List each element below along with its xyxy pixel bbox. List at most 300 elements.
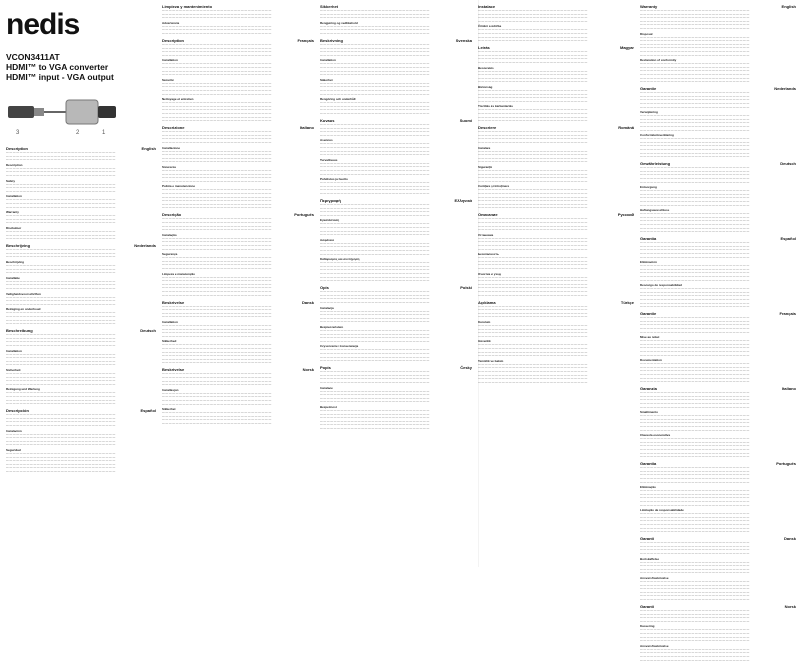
text-line: — — — — — — — — — — — — — — — — — — — — — — — — — — — — — — — — xyxy=(320,73,430,77)
text-line: — — — — — — — — — — — — — — — — — — — — — — — — — — — — — — — — xyxy=(162,334,272,338)
text-line: — — — — — — — — — — — — — — — — — — — — — — — — — — — — — — — — xyxy=(6,356,116,360)
language-label: Français xyxy=(297,38,314,44)
text-line: — — — — — — — — — — — — — — — — — — — — — — — — — — — — — — — — xyxy=(640,526,750,530)
text-line: — — — — — — — — — — — — — — — — — — — — — — — — — — — — — — — — xyxy=(640,362,750,366)
text-line: — — — — — — — — — — — — — — — — — — — — — — — — — — — — — — — — xyxy=(6,336,116,340)
text-line: — — — — — — — — — — — — — — — — — — — — — — — — — — — — — — — — xyxy=(640,342,750,346)
text-line: — — — — — — — — — — — — — — — — — — — — — — — — — — — — — — — — xyxy=(640,421,750,425)
subsection-heading: Bortskaffelse xyxy=(640,556,660,561)
text-line: — — — — — — — — — — — — — — — — — — — — — — — — — — — — — — — — xyxy=(6,263,116,267)
subsection-heading: Description xyxy=(6,162,23,167)
text-line: — — — — — — — — — — — — — — — — — — — — — — — — — — — — — — — — xyxy=(640,215,750,219)
text-line: — — — — — — — — — — — — — — — — — — — — — — — — — — — — — — — — xyxy=(478,160,588,164)
text-line: — — — — — — — — — — — — — — — — — — — — — — — — — — — — — — — — xyxy=(6,214,116,218)
text-line: — — — — — — — — — — — — — — — — — — — — — — — — — — — — — — — — xyxy=(640,492,750,496)
subsection-heading: Eliminación xyxy=(640,260,657,265)
text-line: — — — — — — — — — — — — — — — — — — — — — — — — — — — — — — — — xyxy=(162,28,272,32)
language-label: Português xyxy=(294,212,314,218)
text-line: — — — — — — — — — — — — — — — — — — — — — — — — — — — — — — — — xyxy=(640,519,750,523)
text-line: — — — — — — — — — — — — — — — — — — — — — — — — — — — — — — — — xyxy=(162,311,272,315)
text-line: — — — — — — — — — — — — — — — — — — — — — — — — — — — — — — — — xyxy=(162,89,272,92)
language-section xyxy=(6,243,156,326)
language-label: Italiano xyxy=(781,386,796,392)
text-line: — — — — — — — — — — — — — — — — — — — — — — — — — — — — — — — — xyxy=(162,73,272,77)
language-label: Dansk xyxy=(783,536,796,542)
subsection-heading: Instalação xyxy=(162,232,177,237)
text-line: — — — — — — — — — — — — — — — — — — — — — — — — — — — — — — — — xyxy=(478,266,588,270)
text-line: — — — — — — — — — — — — — — — — — — — — — — — — — — — — — — — — xyxy=(478,39,588,43)
text-line: — — — — — — — — — — — — — — — — — — — — — — — — — — — — — — — — xyxy=(320,409,430,412)
text-line: — — — — — — — — — — — — — — — — — — — — — — — — — — — — — — — — xyxy=(320,249,430,252)
text-line: — — — — — — — — — — — — — — — — — — — — — — — — — — — — — — — — xyxy=(640,12,750,16)
model-number: VCON3411AT xyxy=(6,52,60,62)
text-line: — — — — — — — — — — — — — — — — — — — — — — — — — — — — — — — — xyxy=(640,437,750,441)
subsection-heading: Sécurité xyxy=(162,77,174,82)
subsection-heading: Čištění a údržba xyxy=(478,24,502,29)
text-line: — — — — — — — — — — — — — — — — — — — — — — — — — — — — — — — — xyxy=(320,336,430,340)
text-line: — — — — — — — — — — — — — — — — — — — — — — — — — — — — — — — — xyxy=(162,202,272,206)
text-line: — — — — — — — — — — — — — — — — — — — — — — — — — — — — — — — — xyxy=(478,12,588,16)
text-line: — — — — — — — — — — — — — — — — — — — — — — — — — — — — — — — — xyxy=(162,372,272,376)
text-line: — — — — — — — — — — — — — — — — — — — — — — — — — — — — — — — — xyxy=(640,594,750,598)
text-line: — — — — — — — — — — — — — — — — — — — — — — — — — — — — — — — — xyxy=(162,69,272,73)
subsection-heading: Ασφάλεια xyxy=(320,237,334,242)
subsection-heading: Limitação de responsabilidade xyxy=(640,508,684,513)
language-section xyxy=(640,604,796,662)
subsection-heading: Εγκατάσταση xyxy=(320,218,340,223)
text-line: — — — — — — — — — — — — — — — — — — — — — — — — — — — — — — — — xyxy=(478,92,588,96)
text-line: — — — — — — — — — — — — — — — — — — — — — — — — — — — — — — — — xyxy=(640,512,750,516)
section-title: Beskrivelse xyxy=(162,299,185,305)
subsection-heading: Безопасность xyxy=(478,252,499,257)
text-line: — — — — — — — — — — — — — — — — — — — — — — — — — — — — — — — — xyxy=(6,402,116,406)
language-label: Português xyxy=(776,461,796,467)
text-line: — — — — — — — — — — — — — — — — — — — — — — — — — — — — — — — — xyxy=(640,515,750,519)
text-line: — — — — — — — — — — — — — — — — — — — — — — — — — — — — — — — — xyxy=(320,210,430,214)
converter-illustration xyxy=(6,88,124,142)
text-line: — — — — — — — — — — — — — — — — — — — — — — — — — — — — — — — — xyxy=(478,133,588,137)
text-line: — — — — — — — — — — — — — — — — — — — — — — — — — — — — — — — — xyxy=(478,354,588,358)
text-line: — — — — — — — — — — — — — — — — — — — — — — — — — — — — — — — — xyxy=(162,421,272,425)
text-line: — — — — — — — — — — — — — — — — — — — — — — — — — — — — — — — — xyxy=(320,332,430,336)
text-line: — — — — — — — — — — — — — — — — — — — — — — — — — — — — — — — — xyxy=(640,19,750,23)
text-line: — — — — — — — — — — — — — — — — — — — — — — — — — — — — — — — — xyxy=(640,230,750,234)
language-section xyxy=(478,212,634,297)
text-line: — — — — — — — — — — — — — — — — — — — — — — — — — — — — — — — — xyxy=(640,398,750,402)
text-line: — — — — — — — — — — — — — — — — — — — — — — — — — — — — — — — — xyxy=(162,156,272,160)
subsection-heading: Säkerhet xyxy=(320,77,333,82)
text-line: — — — — — — — — — — — — — — — — — — — — — — — — — — — — — — — — xyxy=(320,62,430,66)
text-line: — — — — — — — — — — — — — — — — — — — — — — — — — — — — — — — — xyxy=(640,451,750,455)
text-line: — — — — — — — — — — — — — — — — — — — — — — — — — — — — — — — — xyxy=(478,53,588,57)
text-line: — — — — — — — — — — — — — — — — — — — — — — — — — — — — — — — — xyxy=(640,339,750,343)
text-line: — — — — — — — — — — — — — — — — — — — — — — — — — — — — — — — — xyxy=(162,379,272,383)
text-line: — — — — — — — — — — — — — — — — — — — — — — — — — — — — — — — — xyxy=(640,579,750,583)
text-line: — — — — — — — — — — — — — — — — — — — — — — — — — — — — — — — — xyxy=(640,349,750,353)
text-line: — — — — — — — — — — — — — — — — — — — — — — — — — — — — — — — — xyxy=(640,466,750,470)
text-line: — — — — — — — — — — — — — — — — — — — — — — — — — — — — — — — — xyxy=(640,294,750,298)
subsection-heading: Pulizia e manutenzione xyxy=(162,184,196,189)
text-line: — — — — — — — — — — — — — — — — — — — — — — — — — — — — — — — — xyxy=(640,447,750,451)
subsection-heading: Entsorgung xyxy=(640,185,657,190)
text-line: — — — — — — — — — — — — — — — — — — — — — — — — — — — — — — — — xyxy=(320,9,430,12)
text-line: — — — — — — — — — — — — — — — — — — — — — — — — — — — — — — — — xyxy=(162,402,272,406)
text-line: — — — — — — — — — — — — — — — — — — — — — — — — — — — — — — — — xyxy=(162,308,272,312)
text-line: — — — — — — — — — — — — — — — — — — — — — — — — — — — — — — — — xyxy=(6,314,116,318)
text-line: — — — — — — — — — — — — — — — — — — — — — — — — — — — — — — — — xyxy=(320,31,430,35)
language-section xyxy=(478,4,634,43)
text-line: — — — — — — — — — — — — — — — — — — — — — — — — — — — — — — — — xyxy=(640,405,750,409)
text-line: — — — — — — — — — — — — — — — — — — — — — — — — — — — — — — — — xyxy=(640,541,750,545)
text-line: — — — — — — — — — — — — — — — — — — — — — — — — — — — — — — — — xyxy=(640,166,750,170)
text-line: — — — — — — — — — — — — — — — — — — — — — — — — — — — — — — — — xyxy=(478,176,588,180)
text-line: — — — — — — — — — — — — — — — — — — — — — — — — — — — — — — — — xyxy=(640,248,750,252)
text-line: — — — — — — — — — — — — — — — — — — — — — — — — — — — — — — — — xyxy=(162,327,272,331)
text-line: — — — — — — — — — — — — — — — — — — — — — — — — — — — — — — — — xyxy=(6,229,116,233)
section-title: Description xyxy=(6,146,29,151)
text-line: — — — — — — — — — — — — — — — — — — — — — — — — — — — — — — — — xyxy=(478,311,588,315)
brand-logo: nedis xyxy=(6,8,80,41)
text-line: — — — — — — — — — — — — — — — — — — — — — — — — — — — — — — — — xyxy=(162,66,272,70)
language-section xyxy=(162,212,314,297)
text-line: — — — — — — — — — — — — — — — — — — — — — — — — — — — — — — — — xyxy=(320,339,430,343)
text-line: — — — — — — — — — — — — — — — — — — — — — — — — — — — — — — — — xyxy=(478,327,588,331)
section-title: Beschreibung xyxy=(6,328,33,334)
text-line: — — — — — — — — — — — — — — — — — — — — — — — — — — — — — — — — xyxy=(6,420,116,424)
text-line: — — — — — — — — — — — — — — — — — — — — — — — — — — — — — — — — xyxy=(478,9,588,12)
text-line: — — — — — — — — — — — — — — — — — — — — — — — — — — — — — — — — xyxy=(320,226,430,230)
text-line: — — — — — — — — — — — — — — — — — — — — — — — — — — — — — — — — xyxy=(640,380,750,384)
section-title: Instalace xyxy=(478,4,496,9)
text-line: — — — — — — — — — — — — — — — — — — — — — — — — — — — — — — — — xyxy=(478,259,588,263)
text-line: — — — — — — — — — — — — — — — — — — — — — — — — — — — — — — — — xyxy=(640,189,750,193)
text-line: — — — — — — — — — — — — — — — — — — — — — — — — — — — — — — — — xyxy=(162,111,272,115)
text-line: — — — — — — — — — — — — — — — — — — — — — — — — — — — — — — — — xyxy=(640,76,750,80)
text-line: — — — — — — — — — — — — — — — — — — — — — — — — — — — — — — — — xyxy=(320,53,430,57)
text-line: — — — — — — — — — — — — — — — — — — — — — — — — — — — — — — — — xyxy=(162,263,272,267)
subsection-heading: Haftungsausschluss xyxy=(640,208,670,213)
text-line: — — — — — — — — — — — — — — — — — — — — — — — — — — — — — — — — xyxy=(640,551,750,555)
subsection-heading: Warranty xyxy=(6,210,19,215)
text-line: — — — — — — — — — — — — — — — — — — — — — — — — — — — — — — — — xyxy=(640,94,750,98)
text-line: — — — — — — — — — — — — — — — — — — — — — — — — — — — — — — — — xyxy=(640,271,750,275)
text-line: — — — — — — — — — — — — — — — — — — — — — — — — — — — — — — — — xyxy=(478,188,588,192)
text-line: — — — — — — — — — — — — — — — — — — — — — — — — — — — — — — — — xyxy=(640,219,750,223)
text-line: — — — — — — — — — — — — — — — — — — — — — — — — — — — — — — — — xyxy=(478,16,588,20)
subsection-heading: Instalacja xyxy=(320,305,334,310)
text-line: — — — — — — — — — — — — — — — — — — — — — — — — — — — — — — — — xyxy=(640,583,750,587)
text-line: — — — — — — — — — — — — — — — — — — — — — — — — — — — — — — — — xyxy=(478,35,588,39)
text-line: — — — — — — — — — — — — — — — — — — — — — — — — — — — — — — — — xyxy=(478,80,588,84)
subsection-heading: Nettoyage et entretien xyxy=(162,97,194,102)
text-line: — — — — — — — — — — — — — — — — — — — — — — — — — — — — — — — — xyxy=(162,357,272,361)
text-line: — — — — — — — — — — — — — — — — — — — — — — — — — — — — — — — — xyxy=(320,66,430,70)
text-line: — — — — — — — — — — — — — — — — — — — — — — — — — — — — — — — — xyxy=(162,383,272,387)
subsection-heading: Instalación xyxy=(6,428,22,433)
text-line: — — — — — — — — — — — — — — — — — — — — — — — — — — — — — — — — xyxy=(320,43,430,47)
text-line: — — — — — — — — — — — — — — — — — — — — — — — — — — — — — — — — xyxy=(162,411,272,415)
text-line: — — — — — — — — — — — — — — — — — — — — — — — — — — — — — — — — xyxy=(640,480,750,484)
text-line: — — — — — — — — — — — — — — — — — — — — — — — — — — — — — — — — xyxy=(320,46,430,50)
text-line: — — — — — — — — — — — — — — — — — — — — — — — — — — — — — — — — xyxy=(640,647,750,651)
text-line: — — — — — — — — — — — — — — — — — — — — — — — — — — — — — — — — xyxy=(320,229,430,233)
text-line: — — — — — — — — — — — — — — — — — — — — — — — — — — — — — — — — xyxy=(640,244,750,248)
language-section xyxy=(162,38,314,123)
text-line: — — — — — — — — — — — — — — — — — — — — — — — — — — — — — — — — xyxy=(640,587,750,591)
text-line: — — — — — — — — — — — — — — — — — — — — — — — — — — — — — — — — xyxy=(6,413,116,417)
subsection-heading: Smaltimento xyxy=(640,410,659,415)
text-line: — — — — — — — — — — — — — — — — — — — — — — — — — — — — — — — — xyxy=(478,286,588,290)
text-line: — — — — — — — — — — — — — — — — — — — — — — — — — — — — — — — — xyxy=(6,318,116,322)
text-line: — — — — — — — — — — — — — — — — — — — — — — — — — — — — — — — — xyxy=(640,590,750,594)
text-line: — — — — — — — — — — — — — — — — — — — — — — — — — — — — — — — — xyxy=(640,394,750,398)
text-line: — — — — — — — — — — — — — — — — — — — — — — — — — — — — — — — — xyxy=(320,241,430,245)
text-line: — — — — — — — — — — — — — — — — — — — — — — — — — — — — — — — — xyxy=(640,121,750,125)
text-line: — — — — — — — — — — — — — — — — — — — — — — — — — — — — — — — — xyxy=(320,416,430,420)
subsection-heading: Instalare xyxy=(478,145,491,150)
text-line: — — — — — — — — — — — — — — — — — — — — — — — — — — — — — — — — xyxy=(478,179,588,183)
text-line: — — — — — — — — — — — — — — — — — — — — — — — — — — — — — — — — xyxy=(6,248,116,252)
text-line: — — — — — — — — — — — — — — — — — — — — — — — — — — — — — — — — xyxy=(640,635,750,639)
subsection-heading: Limpeza e manutenção xyxy=(162,271,196,276)
section-title: Garantía xyxy=(640,236,657,242)
text-line: — — — — — — — — — — — — — — — — — — — — — — — — — — — — — — — — xyxy=(478,199,588,203)
text-line: — — — — — — — — — — — — — — — — — — — — — — — — — — — — — — — — xyxy=(162,149,272,153)
text-line: — — — — — — — — — — — — — — — — — — — — — — — — — — — — — — — — xyxy=(6,443,116,447)
text-line: — — — — — — — — — — — — — — — — — — — — — — — — — — — — — — — — xyxy=(478,304,588,308)
text-line: — — — — — — — — — — — — — — — — — — — — — — — — — — — — — — — — xyxy=(478,195,588,199)
text-line: — — — — — — — — — — — — — — — — — — — — — — — — — — — — — — — — xyxy=(6,286,116,290)
text-line: — — — — — — — — — — — — — — — — — — — — — — — — — — — — — — — — xyxy=(478,256,588,260)
text-line: — — — — — — — — — — — — — — — — — — — — — — — — — — — — — — — — xyxy=(6,151,116,154)
subsection-heading: Güvenlik xyxy=(478,339,491,344)
language-label: Magyar xyxy=(619,45,634,51)
text-line: — — — — — — — — — — — — — — — — — — — — — — — — — — — — — — — — xyxy=(640,222,750,226)
text-line: — — — — — — — — — — — — — — — — — — — — — — — — — — — — — — — — xyxy=(6,459,116,463)
text-line: — — — — — — — — — — — — — — — — — — — — — — — — — — — — — — — — xyxy=(478,315,588,319)
section-title: Description xyxy=(162,38,185,44)
subsection-heading: Eliminação xyxy=(640,485,656,490)
text-line: — — — — — — — — — — — — — — — — — — — — — — — — — — — — — — — — xyxy=(320,252,430,256)
language-section xyxy=(640,236,796,309)
subsection-heading: Siguranţă xyxy=(478,165,492,169)
text-line: — — — — — — — — — — — — — — — — — — — — — — — — — — — — — — — — xyxy=(640,571,750,575)
text-line: — — — — — — — — — — — — — — — — — — — — — — — — — — — — — — — — xyxy=(478,28,588,32)
text-line: — — — — — — — — — — — — — — — — — — — — — — — — — — — — — — — — xyxy=(640,287,750,291)
text-line: — — — — — — — — — — — — — — — — — — — — — — — — — — — — — — — — xyxy=(478,61,588,65)
text-line: — — — — — — — — — — — — — — — — — — — — — — — — — — — — — — — — xyxy=(478,69,588,73)
subsection-heading: Instalace xyxy=(320,385,333,390)
text-line: — — — — — — — — — — — — — — — — — — — — — — — — — — — — — — — — xyxy=(640,503,750,507)
subsection-heading: Установка xyxy=(478,232,494,237)
text-line: — — — — — — — — — — — — — — — — — — — — — — — — — — — — — — — — xyxy=(640,353,750,357)
text-line: — — — — — — — — — — — — — — — — — — — — — — — — — — — — — — — — xyxy=(162,50,272,54)
text-line: — — — — — — — — — — — — — — — — — — — — — — — — — — — — — — — — xyxy=(640,469,750,473)
text-line: — — — — — — — — — — — — — — — — — — — — — — — — — — — — — — — — xyxy=(320,329,430,332)
text-line: — — — — — — — — — — — — — — — — — — — — — — — — — — — — — — — — xyxy=(320,309,430,313)
text-line: — — — — — — — — — — — — — — — — — — — — — — — — — — — — — — — — xyxy=(162,206,272,210)
text-line: — — — — — — — — — — — — — — — — — — — — — — — — — — — — — — — — xyxy=(162,247,272,251)
text-line: — — — — — — — — — — — — — — — — — — — — — — — — — — — — — — — — xyxy=(320,271,430,275)
language-section xyxy=(6,408,156,473)
text-line: — — — — — — — — — — — — — — — — — — — — — — — — — — — — — — — — xyxy=(640,117,750,121)
subsection-heading: Tisztítás és karbantartás xyxy=(478,104,513,109)
text-line: — — — — — — — — — — — — — — — — — — — — — — — — — — — — — — — — xyxy=(478,293,588,297)
text-line: — — — — — — — — — — — — — — — — — — — — — — — — — — — — — — — — xyxy=(162,304,272,308)
subsection-heading: Disposal xyxy=(640,31,653,36)
text-line: — — — — — — — — — — — — — — — — — — — — — — — — — — — — — — — — xyxy=(478,377,588,381)
text-line: — — — — — — — — — — — — — — — — — — — — — — — — — — — — — — — — xyxy=(640,567,750,571)
subsection-heading: Seguridad xyxy=(6,447,21,452)
text-line: — — — — — — — — — — — — — — — — — — — — — — — — — — — — — — — — xyxy=(640,376,750,380)
language-label: Česky xyxy=(460,365,472,371)
text-line: — — — — — — — — — — — — — — — — — — — — — — — — — — — — — — — — xyxy=(478,275,588,279)
text-line: — — — — — — — — — — — — — — — — — — — — — — — — — — — — — — — — xyxy=(6,267,116,271)
text-line: — — — — — — — — — — — — — — — — — — — — — — — — — — — — — — — — xyxy=(640,251,750,255)
text-line: — — — — — — — — — — — — — — — — — — — — — — — — — — — — — — — — xyxy=(320,24,430,28)
text-line: — — — — — — — — — — — — — — — — — — — — — — — — — — — — — — — — xyxy=(640,128,750,132)
language-section xyxy=(640,311,796,384)
text-line: — — — — — — — — — — — — — — — — — — — — — — — — — — — — — — — — xyxy=(320,400,430,404)
text-line: — — — — — — — — — — — — — — — — — — — — — — — — — — — — — — — — xyxy=(162,115,272,119)
text-line: — — — — — — — — — — — — — — — — — — — — — — — — — — — — — — — — xyxy=(320,355,430,359)
subsection-heading: Czyszczenie i konserwacja xyxy=(320,344,359,349)
subsection-heading: Temizlik ve bakım xyxy=(478,358,504,363)
text-line: — — — — — — — — — — — — — — — — — — — — — — — — — — — — — — — — xyxy=(478,308,588,312)
text-line: — — — — — — — — — — — — — — — — — — — — — — — — — — — — — — — — xyxy=(6,283,116,287)
text-line: — — — — — — — — — — — — — — — — — — — — — — — — — — — — — — — — xyxy=(478,343,588,347)
text-line: — — — — — — — — — — — — — — — — — — — — — — — — — — — — — — — — xyxy=(320,348,430,352)
text-line: — — — — — — — — — — — — — — — — — — — — — — — — — — — — — — — — xyxy=(162,188,272,192)
text-line: — — — — — — — — — — — — — — — — — — — — — — — — — — — — — — — — xyxy=(320,203,430,207)
text-line: — — — — — — — — — — — — — — — — — — — — — — — — — — — — — — — — xyxy=(640,612,750,616)
text-line: — — — — — — — — — — — — — — — — — — — — — — — — — — — — — — — — xyxy=(162,361,272,365)
text-line: — — — — — — — — — — — — — — — — — — — — — — — — — — — — — — — — xyxy=(320,268,430,272)
text-line: — — — — — — — — — — — — — — — — — — — — — — — — — — — — — — — — xyxy=(478,141,588,145)
text-line: — — — — — — — — — — — — — — — — — — — — — — — — — — — — — — — — xyxy=(320,69,430,73)
text-line: — — — — — — — — — — — — — — — — — — — — — — — — — — — — — — — — xyxy=(640,297,750,301)
text-line: — — — — — — — — — — — — — — — — — — — — — — — — — — — — — — — — xyxy=(320,412,430,416)
subsection-heading: Sicurezza xyxy=(162,165,176,169)
text-line: — — — — — — — — — — — — — — — — — — — — — — — — — — — — — — — — xyxy=(320,297,430,301)
subsection-heading: Rengöring och underhåll xyxy=(320,97,356,102)
text-line: — — — — — — — — — — — — — — — — — — — — — — — — — — — — — — — — xyxy=(478,96,588,100)
language-section xyxy=(478,125,634,210)
subsection-heading: Installation xyxy=(6,348,22,353)
text-line: — — — — — — — — — — — — — — — — — — — — — — — — — — — — — — — — xyxy=(320,264,430,268)
text-line: — — — — — — — — — — — — — — — — — — — — — — — — — — — — — — — — xyxy=(320,172,430,176)
language-label: Deutsch xyxy=(780,161,796,167)
text-line: — — — — — — — — — — — — — — — — — — — — — — — — — — — — — — — — xyxy=(478,282,588,286)
text-line: — — — — — — — — — — — — — — — — — — — — — — — — — — — — — — — — xyxy=(640,62,750,66)
text-line: — — — — — — — — — — — — — — — — — — — — — — — — — — — — — — — — xyxy=(162,293,272,297)
text-line: — — — — — — — — — — — — — — — — — — — — — — — — — — — — — — — — xyxy=(320,161,430,165)
text-line: — — — — — — — — — — — — — — — — — — — — — — — — — — — — — — — — xyxy=(162,119,272,123)
text-line: — — — — — — — — — — — — — — — — — — — — — — — — — — — — — — — — xyxy=(640,499,750,503)
text-line: — — — — — — — — — — — — — — — — — — — — — — — — — — — — — — — — xyxy=(640,180,750,184)
text-line: — — — — — — — — — — — — — — — — — — — — — — — — — — — — — — — — xyxy=(640,169,750,173)
text-line: — — — — — — — — — — — — — — — — — — — — — — — — — — — — — — — — xyxy=(162,391,272,395)
section-title: Garantie xyxy=(640,86,657,92)
text-line: — — — — — — — — — — — — — — — — — — — — — — — — — — — — — — — — xyxy=(6,158,116,162)
text-line: — — — — — — — — — — — — — — — — — — — — — — — — — — — — — — — — xyxy=(478,366,588,370)
text-line: — — — — — — — — — — — — — — — — — — — — — — — — — — — — — — — — xyxy=(320,149,430,153)
text-line: — — — — — — — — — — — — — — — — — — — — — — — — — — — — — — — — xyxy=(320,165,430,169)
text-line: — — — — — — — — — — — — — — — — — — — — — — — — — — — — — — — — xyxy=(320,301,430,305)
text-line: — — — — — — — — — — — — — — — — — — — — — — — — — — — — — — — — xyxy=(640,654,750,658)
text-line: — — — — — — — — — — — — — — — — — — — — — — — — — — — — — — — — xyxy=(6,154,116,158)
text-line: — — — — — — — — — — — — — — — — — — — — — — — — — — — — — — — — xyxy=(640,124,750,128)
text-line: — — — — — — — — — — — — — — — — — — — — — — — — — — — — — — — — xyxy=(320,108,430,112)
text-line: — — — — — — — — — — — — — — — — — — — — — — — — — — — — — — — — xyxy=(162,24,272,28)
text-line: — — — — — — — — — — — — — — — — — — — — — — — — — — — — — — — — xyxy=(478,346,588,350)
text-line: — — — — — — — — — — — — — — — — — — — — — — — — — — — — — — — — xyxy=(6,333,116,337)
text-line: — — — — — — — — — — — — — — — — — — — — — — — — — — — — — — — — xyxy=(320,101,430,105)
column-5 xyxy=(640,4,796,662)
subsection-heading: Asennus xyxy=(320,138,333,143)
text-line: — — — — — — — — — — — — — — — — — — — — — — — — — — — — — — — — xyxy=(6,462,116,466)
text-line: — — — — — — — — — — — — — — — — — — — — — — — — — — — — — — — — xyxy=(640,544,750,548)
text-line: — — — — — — — — — — — — — — — — — — — — — — — — — — — — — — — — xyxy=(640,91,750,95)
text-line: — — — — — — — — — — — — — — — — — — — — — — — — — — — — — — — — xyxy=(6,299,116,303)
subsection-heading: Veiligheidsvoorschriften xyxy=(6,291,41,296)
section-title: Garanti xyxy=(640,536,655,542)
text-line: — — — — — — — — — — — — — — — — — — — — — — — — — — — — — — — — xyxy=(640,290,750,294)
text-line: — — — — — — — — — — — — — — — — — — — — — — — — — — — — — — — — xyxy=(640,628,750,632)
text-line: — — — — — — — — — — — — — — — — — — — — — — — — — — — — — — — — xyxy=(6,322,116,326)
text-line: — — — — — — — — — — — — — — — — — — — — — — — — — — — — — — — — xyxy=(320,50,430,54)
text-line: — — — — — — — — — — — — — — — — — — — — — — — — — — — — — — — — xyxy=(162,256,272,260)
text-line: — — — — — — — — — — — — — — — — — — — — — — — — — — — — — — — — xyxy=(6,375,116,379)
language-section xyxy=(640,461,796,534)
svg-text:2: 2 xyxy=(76,130,80,136)
subsection-heading: Καθαρισμός και συντήρηση xyxy=(320,257,360,262)
text-line: — — — — — — — — — — — — — — — — — — — — — — — — — — — — — — — — xyxy=(162,62,272,66)
text-line: — — — — — — — — — — — — — — — — — — — — — — — — — — — — — — — — xyxy=(320,359,430,363)
text-line: — — — — — — — — — — — — — — — — — — — — — — — — — — — — — — — — xyxy=(640,147,750,151)
text-line: — — — — — — — — — — — — — — — — — — — — — — — — — — — — — — — — xyxy=(640,560,750,564)
language-label: Dansk xyxy=(301,299,314,305)
language-section xyxy=(640,86,796,159)
subsection-heading: Bezpečnost xyxy=(320,405,337,409)
section-title: Sikkerhet xyxy=(320,4,339,9)
section-title: Descrizione xyxy=(162,125,185,131)
text-line: — — — — — — — — — — — — — — — — — — — — — — — — — — — — — — — — xyxy=(478,244,588,247)
text-line: — — — — — — — — — — — — — — — — — — — — — — — — — — — — — — — — xyxy=(320,393,430,397)
text-line: — — — — — — — — — — — — — — — — — — — — — — — — — — — — — — — — xyxy=(640,346,750,350)
text-line: — — — — — — — — — — — — — — — — — — — — — — — — — — — — — — — — xyxy=(6,237,116,241)
text-line: — — — — — — — — — — — — — — — — — — — — — — — — — — — — — — — — xyxy=(162,172,272,176)
text-line: — — — — — — — — — — — — — — — — — — — — — — — — — — — — — — — — xyxy=(478,369,588,373)
text-line: — — — — — — — — — — — — — — — — — — — — — — — — — — — — — — — — xyxy=(162,191,272,195)
text-line: — — — — — — — — — — — — — — — — — — — — — — — — — — — — — — — — xyxy=(162,221,272,225)
text-line: — — — — — — — — — — — — — — — — — — — — — — — — — — — — — — — — xyxy=(640,26,750,30)
subsection-heading: Safety xyxy=(6,178,16,183)
text-line: — — — — — — — — — — — — — — — — — — — — — — — — — — — — — — — — xyxy=(162,108,272,112)
text-line: — — — — — — — — — — — — — — — — — — — — — — — — — — — — — — — — xyxy=(320,142,430,146)
text-line: — — — — — — — — — — — — — — — — — — — — — — — — — — — — — — — — xyxy=(320,111,430,115)
text-line: — — — — — — — — — — — — — — — — — — — — — — — — — — — — — — — — xyxy=(478,350,588,354)
subsection-heading: Beschrijving xyxy=(6,259,25,264)
text-line: — — — — — — — — — — — — — — — — — — — — — — — — — — — — — — — — xyxy=(640,196,750,200)
text-line: — — — — — — — — — — — — — — — — — — — — — — — — — — — — — — — — xyxy=(640,631,750,635)
text-line: — — — — — — — — — — — — — — — — — — — — — — — — — — — — — — — — xyxy=(478,247,588,251)
text-line: — — — — — — — — — — — — — — — — — — — — — — — — — — — — — — — — xyxy=(162,101,272,105)
text-line: — — — — — — — — — — — — — — — — — — — — — — — — — — — — — — — — xyxy=(478,130,588,134)
language-section xyxy=(320,38,472,116)
text-line: — — — — — — — — — — — — — — — — — — — — — — — — — — — — — — — — xyxy=(6,302,116,306)
text-line: — — — — — — — — — — — — — — — — — — — — — — — — — — — — — — — — xyxy=(6,255,116,259)
